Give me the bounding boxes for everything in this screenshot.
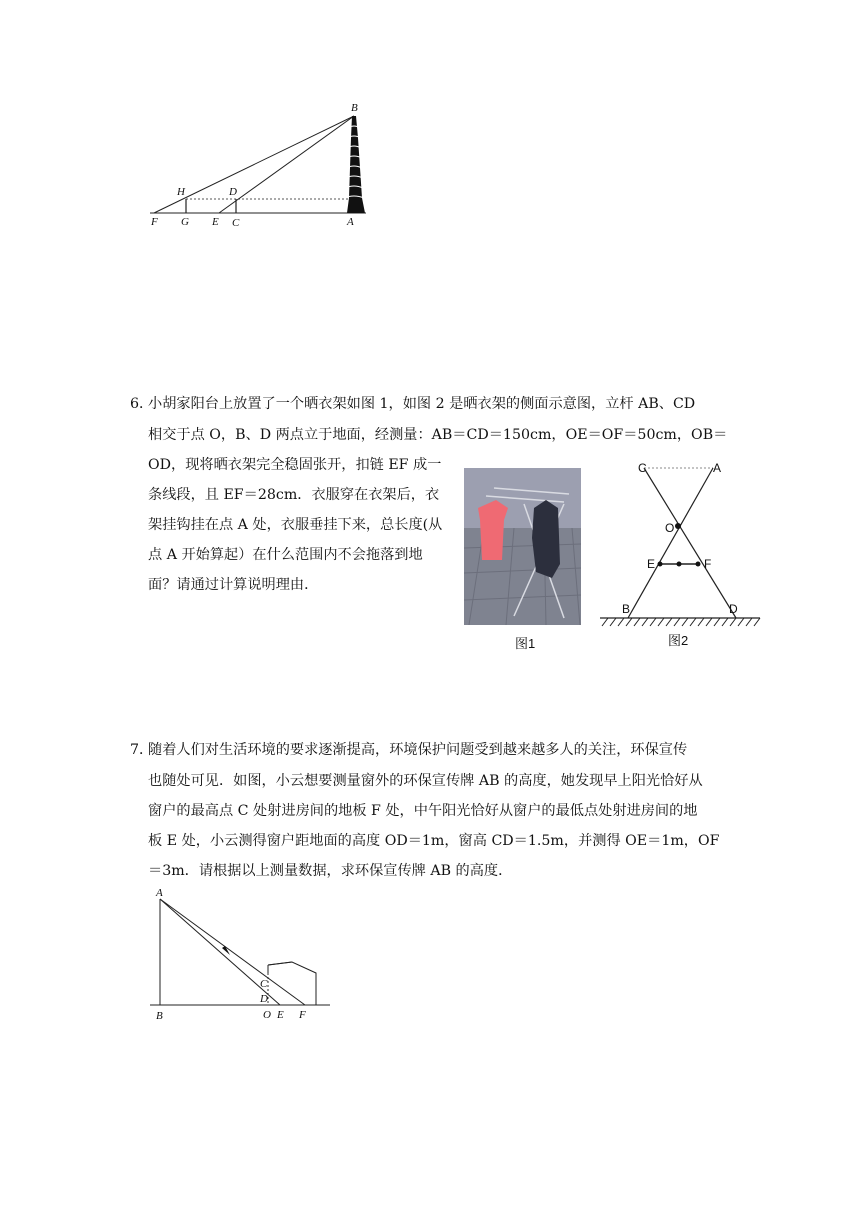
fig1-caption: 图1 (515, 636, 536, 651)
drying-rack-photo (464, 468, 581, 625)
q7-label-C: C (260, 978, 268, 990)
q7-label-O: O (263, 1009, 271, 1021)
fig2-label-E: E (647, 557, 656, 571)
drying-rack-side-diagram (598, 458, 768, 628)
fig2-label-O: O (665, 521, 675, 535)
q6-line-6: 点 A 开始算起）在什么范围内不会拖落到地 (148, 547, 423, 563)
q7-label-F: F (299, 1009, 306, 1021)
q7-line-3: 窗户的最高点 C 处射进房间的地板 F 处，中午阳光恰好从窗户的最低点处射进房间的地 (148, 803, 698, 819)
q6-line-3: OD，现将晒衣架完全稳固张开，扣链 EF 成一 (148, 457, 442, 473)
fig2-label-C: C (638, 461, 647, 475)
q6-line-5: 架挂钩挂在点 A 处，衣服垂挂下来，总长度(从 (148, 517, 443, 533)
label-F: F (151, 216, 158, 228)
q7-line-1: 7． 随着人们对生活环境的要求逐渐提高，环境保护问题受到越来越多人的关注，环保宣传 (148, 735, 768, 766)
fig2-label-A: A (713, 461, 722, 475)
q7-line-5: ＝3m．请根据以上测量数据，求环保宣传牌 AB 的高度． (148, 863, 513, 879)
billboard-sunlight-diagram (148, 885, 338, 1025)
q6-line-1: 6． 小胡家阳台上放置了一个晒衣架如图 1，如图 2 是晒衣架的侧面示意图，立杆 AB、CD (148, 389, 768, 420)
label-B: B (351, 102, 358, 114)
q7-label-E: E (277, 1009, 284, 1021)
q6-line-4: 条线段，且 EF＝28cm．衣服穿在衣架后，衣 (148, 487, 440, 503)
q6-line-7: 面？请通过计算说明理由． (148, 577, 319, 593)
q7-label-D: D (260, 993, 268, 1005)
q7-line-4: 板 E 处，小云测得窗户距地面的高度 OD＝1m，窗高 CD＝1.5m，并测得 OE＝1m，OF (148, 833, 720, 849)
label-E: E (212, 216, 219, 228)
label-D: D (229, 186, 237, 198)
label-G: G (181, 216, 189, 228)
tower-shape (344, 116, 365, 213)
q7-label-B: B (156, 1010, 163, 1022)
tower-shadow-figure (148, 98, 378, 233)
fig2-label-F: F (704, 557, 712, 571)
q7-number: 7． (130, 742, 154, 758)
fig2-label-D: D (729, 602, 738, 616)
q6-line-2: 相交于点 O，B、D 两点立于地面，经测量：AB＝CD＝150cm，OE＝OF＝50cm，OB＝ (148, 427, 728, 443)
fig2-label-B: B (622, 602, 631, 616)
label-H: H (177, 186, 185, 198)
fig2-caption: 图2 (668, 633, 689, 648)
label-C: C (232, 217, 240, 229)
label-A: A (347, 216, 354, 228)
q7-line-2: 也随处可见．如图，小云想要测量窗外的环保宣传牌 AB 的高度，她发现早上阳光恰好从 (148, 773, 703, 789)
q6-number: 6． (130, 396, 154, 412)
q7-label-A: A (156, 887, 163, 899)
